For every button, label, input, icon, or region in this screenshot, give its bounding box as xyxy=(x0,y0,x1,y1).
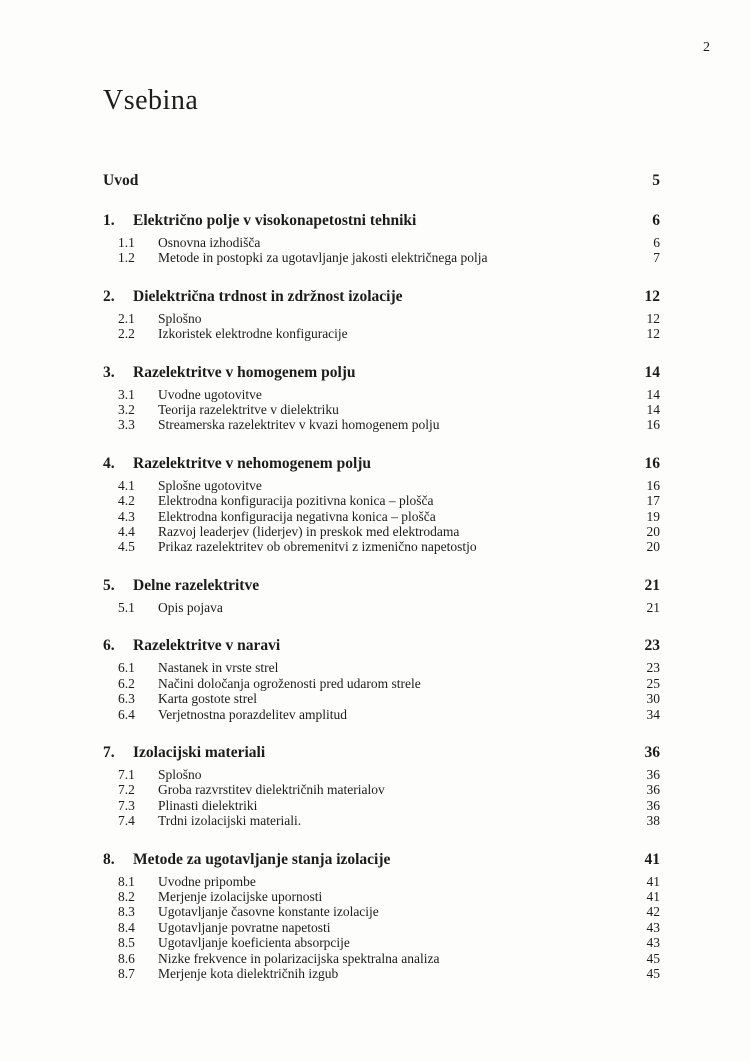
toc-chapter-block xyxy=(103,850,660,982)
subsection-list xyxy=(103,767,660,829)
toc-subsection-row xyxy=(103,509,660,524)
subsection-list xyxy=(103,311,660,342)
toc-subsection-row xyxy=(103,660,660,675)
subsection-page-number: 36 xyxy=(646,766,660,782)
subsection-page-number: 30 xyxy=(646,691,660,707)
subsection-number: 8.7 xyxy=(118,965,135,981)
subsection-page-number: 41 xyxy=(646,873,660,889)
chapter-number: 8. xyxy=(103,850,115,868)
toc-chapter-block xyxy=(103,636,660,722)
subsection-title: Ugotavljanje koeficienta absorpcije xyxy=(158,935,350,951)
chapter-number: 5. xyxy=(103,576,115,594)
subsection-title: Načini določanja ogroženosti pred udarom strele xyxy=(158,675,421,691)
toc-chapter-block xyxy=(103,576,660,615)
subsection-number: 7.2 xyxy=(118,782,135,798)
subsection-page-number: 20 xyxy=(646,524,660,540)
subsection-title: Izkoristek elektrodne konfiguracije xyxy=(158,326,348,342)
subsection-title: Nizke frekvence in polarizacijska spektralna analiza xyxy=(158,950,440,966)
toc-subsection-row xyxy=(103,493,660,508)
toc-chapter-block xyxy=(103,287,660,342)
subsection-page-number: 34 xyxy=(646,706,660,722)
subsection-page-number: 12 xyxy=(646,326,660,342)
subsection-number: 3.3 xyxy=(118,417,135,433)
subsection-page-number: 36 xyxy=(646,797,660,813)
toc-chapter-block xyxy=(103,743,660,829)
subsection-title: Elektrodna konfiguracija negativna konica – plošča xyxy=(158,508,436,524)
subsection-title: Groba razvrstitev dielektričnih materialov xyxy=(158,782,385,798)
subsection-page-number: 23 xyxy=(646,660,660,676)
toc-subsection-row xyxy=(103,235,660,250)
subsection-title: Opis pojava xyxy=(158,599,223,615)
table-of-contents xyxy=(103,171,660,981)
chapter-number: 6. xyxy=(103,637,115,655)
subsection-title: Splošne ugotovitve xyxy=(158,477,262,493)
subsection-page-number: 14 xyxy=(646,402,660,418)
subsection-number: 8.2 xyxy=(118,888,135,904)
toc-subsection-row xyxy=(103,798,660,813)
subsection-page-number: 17 xyxy=(646,493,660,509)
toc-subsection-row xyxy=(103,813,660,828)
toc-subsection-row xyxy=(103,311,660,326)
subsection-number: 8.4 xyxy=(118,919,135,935)
subsection-list xyxy=(103,387,660,433)
subsection-list xyxy=(103,235,660,266)
subsection-number: 6.2 xyxy=(118,675,135,691)
toc-subsection-row xyxy=(103,600,660,615)
subsection-title: Osnovna izhodišča xyxy=(158,235,261,250)
subsection-title: Merjenje kota dielektričnih izgub xyxy=(158,965,339,981)
toc-chapter-block xyxy=(103,454,660,555)
subsection-page-number: 12 xyxy=(646,310,660,326)
toc-subsection-row xyxy=(103,966,660,981)
subsection-page-number: 21 xyxy=(646,599,660,615)
chapter-page-number: 5 xyxy=(652,172,660,189)
subsection-title: Merjenje izolacijske upornosti xyxy=(158,888,323,904)
toc-subsection-row xyxy=(103,691,660,706)
chapter-page-number: 14 xyxy=(644,363,660,381)
chapter-title: Električno polje v visokonapetostni tehniki xyxy=(133,212,417,229)
subsection-title: Splošno xyxy=(158,766,202,782)
chapter-number: 3. xyxy=(103,363,115,381)
subsection-title: Prikaz razelektritev ob obremenitvi z izmenično napetostjo xyxy=(158,539,477,555)
toc-subsection-row xyxy=(103,539,660,554)
subsection-number: 4.4 xyxy=(118,524,135,540)
subsection-number: 4.2 xyxy=(118,493,135,509)
subsection-number: 1.2 xyxy=(118,250,135,266)
subsection-page-number: 16 xyxy=(646,477,660,493)
subsection-list xyxy=(103,478,660,555)
toc-subsection-row xyxy=(103,935,660,950)
toc-chapter-row xyxy=(103,454,660,473)
subsection-page-number: 14 xyxy=(646,386,660,402)
subsection-title: Uvodne ugotovitve xyxy=(158,386,262,402)
subsection-page-number: 20 xyxy=(646,539,660,555)
toc-subsection-row xyxy=(103,478,660,493)
subsection-page-number: 42 xyxy=(646,904,660,920)
chapter-title: Metode za ugotavljanje stanja izolacije xyxy=(133,850,391,868)
subsection-page-number: 45 xyxy=(646,950,660,966)
toc-subsection-row xyxy=(103,782,660,797)
subsection-list xyxy=(103,874,660,982)
subsection-title: Trdni izolacijski materiali. xyxy=(158,813,302,829)
subsection-number: 6.4 xyxy=(118,706,135,722)
chapter-page-number: 12 xyxy=(644,287,660,305)
toc-chapter-row xyxy=(103,287,660,306)
toc-chapter-row xyxy=(103,211,660,230)
chapter-page-number: 21 xyxy=(644,576,660,594)
subsection-page-number: 45 xyxy=(646,965,660,981)
subsection-title: Plinasti dielektriki xyxy=(158,797,258,813)
subsection-title: Elektrodna konfiguracija pozitivna konica – plošča xyxy=(158,493,434,509)
toc-chapter-row xyxy=(103,636,660,655)
subsection-number: 7.4 xyxy=(118,813,135,829)
subsection-title: Nastanek in vrste strel xyxy=(158,660,279,676)
subsection-page-number: 16 xyxy=(646,417,660,433)
subsection-title: Splošno xyxy=(158,310,202,326)
toc-subsection-row xyxy=(103,402,660,417)
subsection-list xyxy=(103,660,660,722)
subsection-page-number: 19 xyxy=(646,508,660,524)
contents-title: Vsebina xyxy=(103,85,199,116)
toc-subsection-row xyxy=(103,417,660,432)
chapter-page-number: 41 xyxy=(644,850,660,868)
toc-subsection-row xyxy=(103,889,660,904)
subsection-number: 6.3 xyxy=(118,691,135,707)
subsection-title: Ugotavljanje povratne napetosti xyxy=(158,919,331,935)
chapter-page-number: 16 xyxy=(644,454,660,472)
chapter-title: Razelektritve v naravi xyxy=(133,637,281,655)
subsection-number: 2.1 xyxy=(118,310,135,326)
toc-subsection-row xyxy=(103,326,660,341)
toc-subsection-row xyxy=(103,904,660,919)
subsection-title: Metode in postopki za ugotavljanje jakosti električnega polja xyxy=(158,250,488,266)
subsection-title: Karta gostote strel xyxy=(158,691,257,707)
subsection-page-number: 43 xyxy=(646,935,660,951)
chapter-title: Razelektritve v nehomogenem polju xyxy=(133,454,372,472)
subsection-number: 8.5 xyxy=(118,935,135,951)
toc-subsection-row xyxy=(103,920,660,935)
subsection-title: Verjetnostna porazdelitev amplitud xyxy=(158,706,347,722)
toc-subsection-row xyxy=(103,874,660,889)
subsection-page-number: 25 xyxy=(646,675,660,691)
toc-subsection-row xyxy=(103,387,660,402)
toc-chapter-row xyxy=(103,363,660,382)
toc-subsection-row xyxy=(103,250,660,265)
subsection-title: Razvoj leaderjev (liderjev) in preskok med elektrodama xyxy=(158,524,460,540)
chapter-number: 4. xyxy=(103,454,115,472)
chapter-title: Delne razelektritve xyxy=(133,576,260,594)
subsection-number: 4.5 xyxy=(118,539,135,555)
subsection-page-number: 43 xyxy=(646,919,660,935)
subsection-page-number: 36 xyxy=(646,782,660,798)
toc-subsection-row xyxy=(103,951,660,966)
toc-chapter-block xyxy=(103,363,660,433)
toc-chapter-row xyxy=(103,171,660,190)
chapter-title: Uvod xyxy=(103,172,139,189)
toc-subsection-row xyxy=(103,524,660,539)
subsection-list xyxy=(103,600,660,615)
subsection-number: 3.2 xyxy=(118,402,135,418)
toc-chapter-row xyxy=(103,743,660,762)
toc-subsection-row xyxy=(103,676,660,691)
subsection-number: 4.3 xyxy=(118,508,135,524)
chapter-page-number: 6 xyxy=(652,212,660,229)
chapter-title: Dielektrična trdnost in zdržnost izolacije xyxy=(133,287,403,305)
subsection-title: Streamerska razelektritev v kvazi homogenem polju xyxy=(158,417,440,433)
subsection-number: 7.1 xyxy=(118,766,135,782)
subsection-page-number: 41 xyxy=(646,888,660,904)
subsection-number: 4.1 xyxy=(118,477,135,493)
chapter-title: Razelektritve v homogenem polju xyxy=(133,363,356,381)
toc-subsection-row xyxy=(103,707,660,722)
subsection-number: 1.1 xyxy=(118,235,135,250)
toc-chapter-block xyxy=(103,211,660,266)
subsection-number: 7.3 xyxy=(118,797,135,813)
toc-chapter-row xyxy=(103,850,660,869)
subsection-number: 2.2 xyxy=(118,326,135,342)
toc-chapter-block xyxy=(103,171,660,190)
chapter-page-number: 36 xyxy=(644,743,660,761)
subsection-page-number: 7 xyxy=(653,250,660,266)
subsection-number: 8.3 xyxy=(118,904,135,920)
subsection-number: 8.1 xyxy=(118,873,135,889)
chapter-title: Izolacijski materiali xyxy=(133,743,266,761)
subsection-number: 8.6 xyxy=(118,950,135,966)
subsection-title: Teorija razelektritve v dielektriku xyxy=(158,402,339,418)
toc-chapter-row xyxy=(103,576,660,595)
toc-subsection-row xyxy=(103,767,660,782)
subsection-title: Uvodne pripombe xyxy=(158,873,256,889)
chapter-number: 1. xyxy=(103,212,115,229)
chapter-number: 2. xyxy=(103,287,115,305)
subsection-number: 5.1 xyxy=(118,599,135,615)
subsection-page-number: 38 xyxy=(646,813,660,829)
subsection-number: 6.1 xyxy=(118,660,135,676)
subsection-number: 3.1 xyxy=(118,386,135,402)
page-number: 2 xyxy=(703,40,710,55)
chapter-number: 7. xyxy=(103,743,115,761)
subsection-title: Ugotavljanje časovne konstante izolacije xyxy=(158,904,379,920)
subsection-page-number: 6 xyxy=(653,235,660,250)
chapter-page-number: 23 xyxy=(644,637,660,655)
